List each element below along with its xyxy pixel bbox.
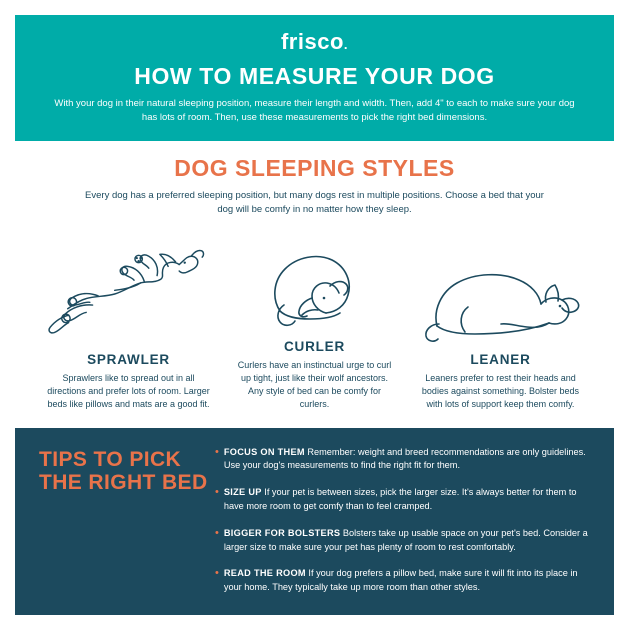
dog-styles-row: [35, 223, 594, 411]
bullet-icon: •: [215, 526, 219, 539]
tip-text: If your dog prefers a pillow bed, make sure it will fit into its place in your home. They typically take up more room than other styles.: [223, 568, 578, 593]
header-subtitle: With your dog in their natural sleeping position, measure their length and width. Then, add 4" to each to make sure your dog has lots of room. Then, use these measurements to pick the right bed dimensions.: [54, 98, 575, 124]
sprawler-dog-illustration: [41, 236, 216, 344]
header-banner: [15, 15, 614, 141]
tip-label: READ THE ROOM: [223, 568, 306, 579]
brand-logo: [37, 29, 592, 55]
section-subtitle-sleeping-styles: Every dog has a preferred sleeping position, but many dogs rest in multiple positions. Choose a bed that your dog will be comfy in no matter how they sleep.: [85, 189, 544, 216]
list-item: [215, 486, 592, 514]
infographic: [15, 15, 614, 615]
dog-style-description-sprawler: Sprawlers like to spread out in all directions and prefer lots of room. Larger beds like pillows and mats are a good fit.: [47, 373, 210, 410]
list-item: [215, 527, 592, 555]
dog-style-description-leaner: Leaners prefer to rest their heads and bodies against something. Bolster beds with lots of support keep them comfy.: [421, 373, 580, 410]
tip-text: Remember: weight and breed recommendations are only guidelines. Use your dog's measurements to find the right fit for them.: [223, 446, 586, 471]
tip-label: SIZE UP: [223, 487, 262, 498]
brand-name: frisco: [280, 29, 344, 54]
tips-list: [209, 446, 592, 604]
dog-style-card-leaner: [413, 236, 588, 411]
tip-text: If your pet is between sizes, pick the larger size. It's always better for them to have more room to get comfy than to feel cramped.: [223, 487, 577, 511]
dog-style-card-curler: [227, 223, 402, 411]
tip-label: FOCUS ON THEM: [223, 446, 305, 457]
section-title-sleeping-styles: DOG SLEEPING STYLES: [174, 154, 455, 181]
dog-style-name-leaner: LEANER: [470, 352, 531, 368]
page-title: HOW TO MEASURE YOUR DOG: [134, 63, 495, 89]
tip-label: BIGGER FOR BOLSTERS: [223, 527, 341, 538]
list-item: [215, 567, 592, 595]
tip-text: Bolsters take up usable space on your pet's bed. Consider a larger size to make sure your pet has plenty of room to rest comfortably.: [223, 527, 588, 552]
dog-style-card-sprawler: [41, 236, 216, 411]
dog-style-description-curler: Curlers have an instinctual urge to curl up tight, just like their wolf ancestors. Any style of bed can be comfy for curlers.: [237, 360, 392, 410]
bullet-icon: •: [215, 445, 219, 458]
bullet-icon: •: [215, 486, 219, 499]
tips-section: [15, 428, 614, 615]
leaner-dog-illustration: [413, 236, 588, 344]
brand-dot: .: [343, 37, 349, 52]
list-item: [215, 446, 592, 474]
curler-dog-illustration: [227, 223, 402, 331]
dog-style-name-sprawler: SPRAWLER: [87, 352, 170, 368]
tips-heading: TIPS TO PICK THE RIGHT BED: [39, 447, 208, 495]
bullet-icon: •: [215, 567, 219, 580]
sleeping-styles-section: [15, 141, 614, 416]
dog-style-name-curler: CURLER: [283, 339, 346, 355]
